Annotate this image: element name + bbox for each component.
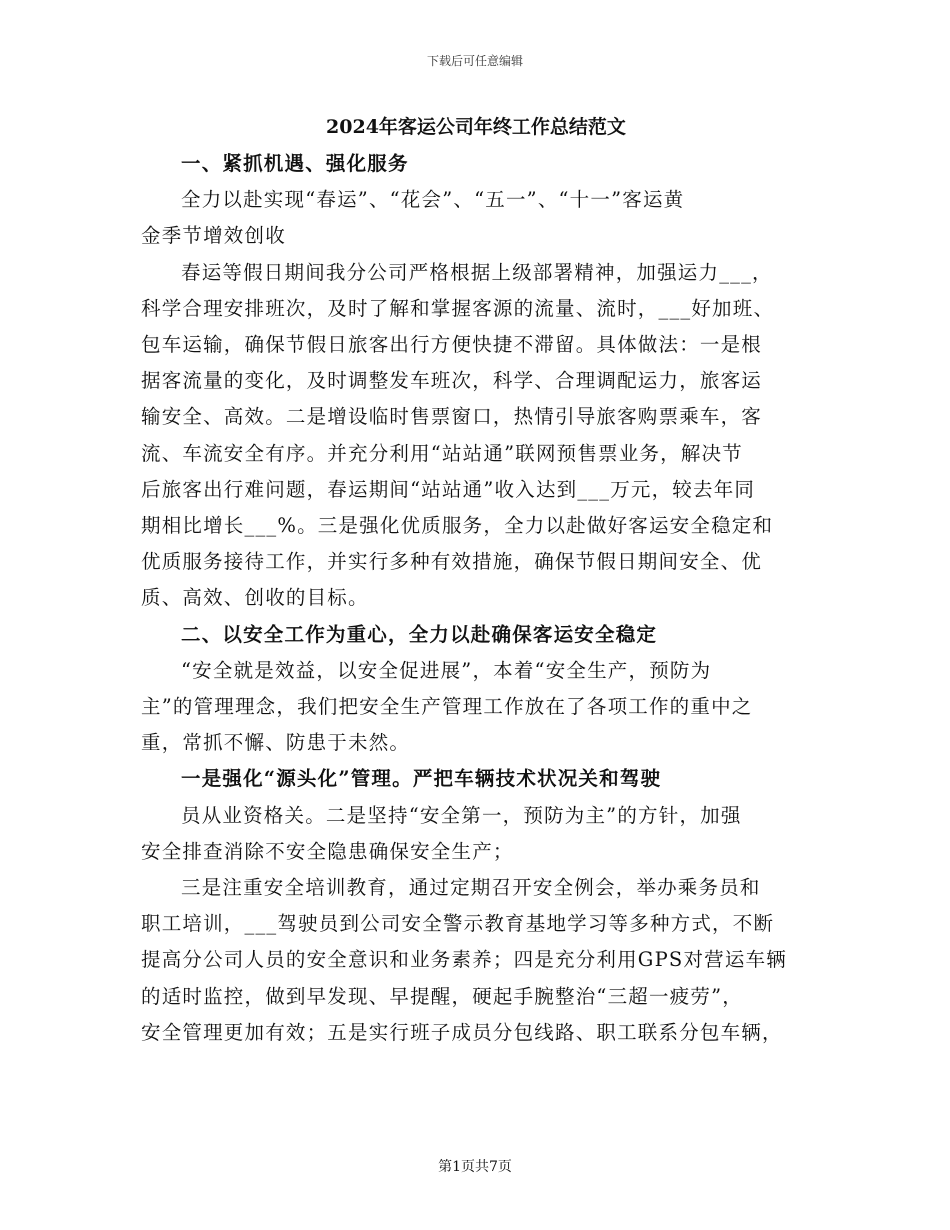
text-line: 输安全、高效。二是增设临时售票窗口，热情引导旅客购票乘车，客 (141, 405, 763, 429)
document-title: 2024年客运公司年终工作总结范文 (326, 116, 626, 138)
text-line: 流、车流安全有序。并充分利用“站站通”联网预售票业务，解决节 (141, 441, 743, 465)
section-heading: 二、以安全工作为重心，全力以赴确保客运安全稳定 (181, 622, 658, 646)
text-line: 科学合理安排班次，及时了解和掌握客源的流量、流时，___好加班、 (141, 296, 775, 320)
text-line: 的适时监控，做到早发现、早提醒，硬起手腕整治“三超一疲劳”， (141, 984, 743, 1008)
text-line: 全力以赴实现“春运”、“花会”、“五一”、“十一”客运黄 (181, 188, 685, 212)
text-line: 期相比增长___%。三是强化优质服务，全力以赴做好客运安全稳定和 (141, 514, 774, 538)
text-line: “安全就是效益，以安全促进展”，本着“安全生产，预防为 (181, 658, 712, 682)
text-line: 优质服务接待工作，并实行多种有效措施，确保节假日期间安全、优 (141, 550, 763, 574)
text-line: 职工培训，___驾驶员到公司安全警示教育基地学习等多种方式，不断 (141, 912, 775, 936)
document-text (141, 146, 811, 1051)
text-line: 安全管理更加有效；五是实行班子成员分包线路、职工联系分包车辆， (141, 1020, 783, 1044)
text-line: 员从业资格关。二是坚持“安全第一，预防为主”的方针，加强 (181, 803, 742, 827)
text-line: 后旅客出行难问题，春运期间“站站通”收入达到___万元，较去年同 (141, 477, 756, 501)
page-footer: 第1页共7页 (438, 1159, 512, 1175)
page-header: 下载后可任意编辑 (426, 54, 523, 68)
text-line: 春运等假日期间我分公司严格根据上级部署精神，加强运力___， (181, 260, 773, 284)
text-line: 重，常抓不懈、防患于未然。 (141, 731, 411, 755)
document-body (141, 112, 811, 1051)
section-heading: 一是强化“源头化”管理。严把车辆技术状况关和驾驶 (181, 767, 662, 791)
text-line: 包车运输，确保节假日旅客出行方便快捷不滞留。具体做法：一是根 (141, 333, 763, 357)
text-line: 主”的管理理念，我们把安全生产管理工作放在了各项工作的重中之 (141, 695, 753, 719)
text-line: 三是注重安全培训教育，通过定期召开安全例会，举办乘务员和 (181, 876, 761, 900)
text-line: 提高分公司人员的安全意识和业务素养；四是充分利用GPS对营运车辆 (141, 948, 787, 972)
section-heading: 一、紧抓机遇、强化服务 (181, 152, 409, 175)
text-line: 安全排查消除不安全隐患确保安全生产； (141, 839, 514, 863)
text-line: 质、高效、创收的目标。 (141, 586, 369, 610)
text-line: 据客流量的变化，及时调整发车班次，科学、合理调配运力，旅客运 (141, 369, 763, 393)
text-line: 金季节增效创收 (141, 224, 286, 248)
